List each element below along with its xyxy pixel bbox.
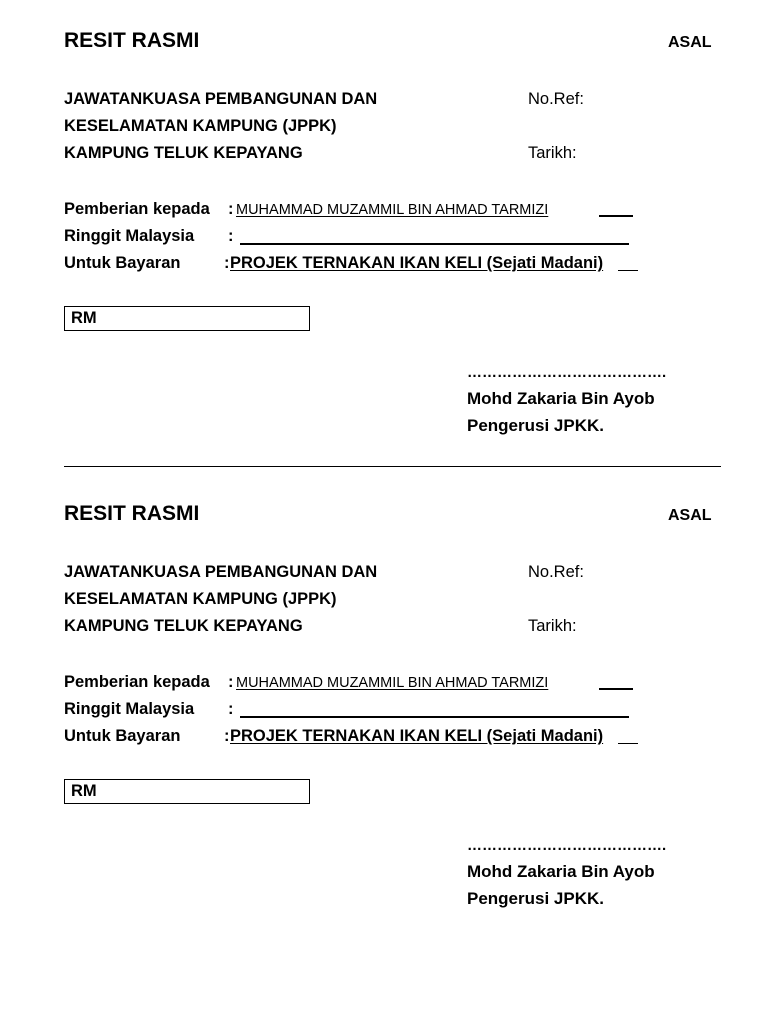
amount-box	[64, 779, 310, 804]
purpose-separator: :	[224, 727, 230, 745]
receipt-original-2	[0, 473, 768, 943]
receipt-title: RESIT RASMI	[64, 502, 200, 525]
organization-line-1: JAWATANKUASA PEMBANGUNAN DAN	[64, 563, 378, 581]
cut-divider-line	[64, 466, 721, 467]
amount-in-words-label: Ringgit Malaysia	[64, 227, 195, 245]
receipt-title: RESIT RASMI	[64, 29, 200, 52]
date-label: Tarikh:	[528, 144, 577, 162]
date-label: Tarikh:	[528, 617, 577, 635]
recipient-value: MUHAMMAD MUZAMMIL BIN AHMAD TARMIZI	[236, 675, 549, 691]
signature-line: ………………………………….	[467, 837, 667, 854]
purpose-label: Untuk Bayaran	[64, 254, 181, 272]
recipient-label: Pemberian kepada	[64, 200, 210, 218]
amount-box	[64, 306, 310, 331]
recipient-blank-line	[599, 215, 633, 217]
reference-number-label: No.Ref:	[528, 563, 584, 581]
signatory-name: Mohd Zakaria Bin Ayob	[467, 389, 655, 408]
organization-line-2: KESELAMATAN KAMPUNG (JPPK)	[64, 590, 337, 608]
recipient-separator: :	[228, 673, 234, 691]
signatory-title: Pengerusi JPKK.	[467, 889, 604, 908]
recipient-separator: :	[228, 200, 234, 218]
purpose-blank-line	[618, 743, 638, 744]
copy-label: ASAL	[668, 507, 712, 524]
copy-label: ASAL	[668, 34, 712, 51]
recipient-blank-line	[599, 688, 633, 690]
purpose-blank-line	[618, 270, 638, 271]
organization-line-2: KESELAMATAN KAMPUNG (JPPK)	[64, 117, 337, 135]
reference-number-label: No.Ref:	[528, 90, 584, 108]
signatory-title: Pengerusi JPKK.	[467, 416, 604, 435]
purpose-value: PROJEK TERNAKAN IKAN KELI (Sejati Madani)	[230, 727, 604, 745]
amount-currency-label: RM	[71, 782, 97, 800]
amount-in-words-blank-line	[240, 243, 629, 245]
purpose-separator: :	[224, 254, 230, 272]
organization-line-1: JAWATANKUASA PEMBANGUNAN DAN	[64, 90, 378, 108]
amount-currency-label: RM	[71, 309, 97, 327]
organization-line-3: KAMPUNG TELUK KEPAYANG	[64, 144, 303, 162]
organization-line-3: KAMPUNG TELUK KEPAYANG	[64, 617, 303, 635]
amount-in-words-label: Ringgit Malaysia	[64, 700, 195, 718]
signature-line: ………………………………….	[467, 364, 667, 381]
receipt-original-1	[0, 0, 768, 470]
purpose-value: PROJEK TERNAKAN IKAN KELI (Sejati Madani)	[230, 254, 604, 272]
purpose-label: Untuk Bayaran	[64, 727, 181, 745]
amount-in-words-separator: :	[228, 227, 234, 245]
recipient-label: Pemberian kepada	[64, 673, 210, 691]
amount-in-words-separator: :	[228, 700, 234, 718]
signatory-name: Mohd Zakaria Bin Ayob	[467, 862, 655, 881]
amount-in-words-blank-line	[240, 716, 629, 718]
recipient-value: MUHAMMAD MUZAMMIL BIN AHMAD TARMIZI	[236, 202, 549, 218]
